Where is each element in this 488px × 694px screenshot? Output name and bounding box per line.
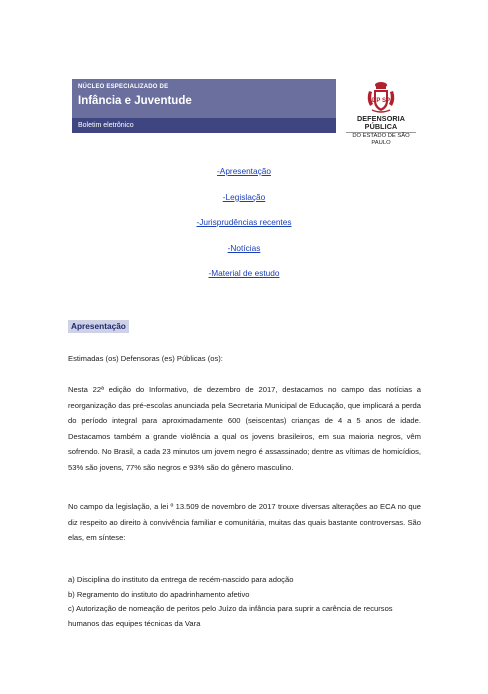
list-item: b) Regramento do instituto do apadrinhamento afetivo	[68, 589, 250, 599]
list-item: c) Autorização de nomeação de peritos pelo Juízo da infância para suprir a carência de recursos humanos das equipes técnicas da Vara	[68, 604, 393, 628]
section-heading-apresentacao: Apresentação	[68, 320, 129, 333]
toc-link-apresentacao[interactable]: -Apresentação	[217, 166, 271, 176]
list-item: a) Disciplina do instituto da entrega de recém-nascido para adoção	[68, 575, 294, 584]
logo-state: DO ESTADO DE SÃO PAULO	[346, 132, 416, 147]
header-banner	[72, 79, 336, 133]
banner-title: Infância e Juventude	[78, 95, 192, 107]
banner-subtitle: NÚCLEO ESPECIALIZADO DE	[78, 84, 169, 90]
toc-link-noticias[interactable]: -Notícias	[227, 242, 261, 253]
coat-of-arms-icon	[366, 81, 396, 114]
emblem-letters: DP SP	[372, 98, 390, 104]
legislation-paragraph: No campo da legislação, a lei º 13.509 de novembro de 2017 trouxe diversas alterações ao ECA no que diz respeito ao direito à convivência familiar e comunitária, muitas das quais bastante controversas. São elas, em síntese:	[68, 502, 421, 542]
toc-link-legislacao[interactable]: -Legislação	[222, 191, 266, 202]
intro-paragraph: Nesta 22ª edição do Informativo, de dezembro de 2017, destacamos no campo das notícias a reorganização das pré-escolas anunciada pela Secretaria Municipal de Educação, que implicará a perda do período integral para aproximadamente 600 (seiscentas) crianças de 4 a 5 anos de idade. Destacamos também a grande violência a qual os jovens brasileiros, em sua maioria negros, vêm sofrendo. No Brasil, a cada 23 minutos um jovem negro é assassinado; dentre as vítimas de homicídios, 53% são jovens, 77% são negros e 93% são do gênero masculino.	[68, 385, 421, 472]
table-of-contents	[0, 165, 488, 293]
toc-link-material-de-estudo[interactable]: -Material de estudo	[208, 268, 280, 278]
changes-list	[68, 573, 421, 631]
banner-bulletin-label: Boletim eletrônico	[72, 118, 336, 133]
greeting-text: Estimadas (os) Defensoras (es) Públicas (os):	[68, 354, 223, 363]
toc-link-jurisprudencias[interactable]: -Jurisprudências recentes	[196, 217, 292, 227]
defensoria-logo	[342, 81, 420, 146]
logo-name: DEFENSORIA PÚBLICA	[356, 114, 406, 131]
banner-top	[72, 79, 336, 118]
